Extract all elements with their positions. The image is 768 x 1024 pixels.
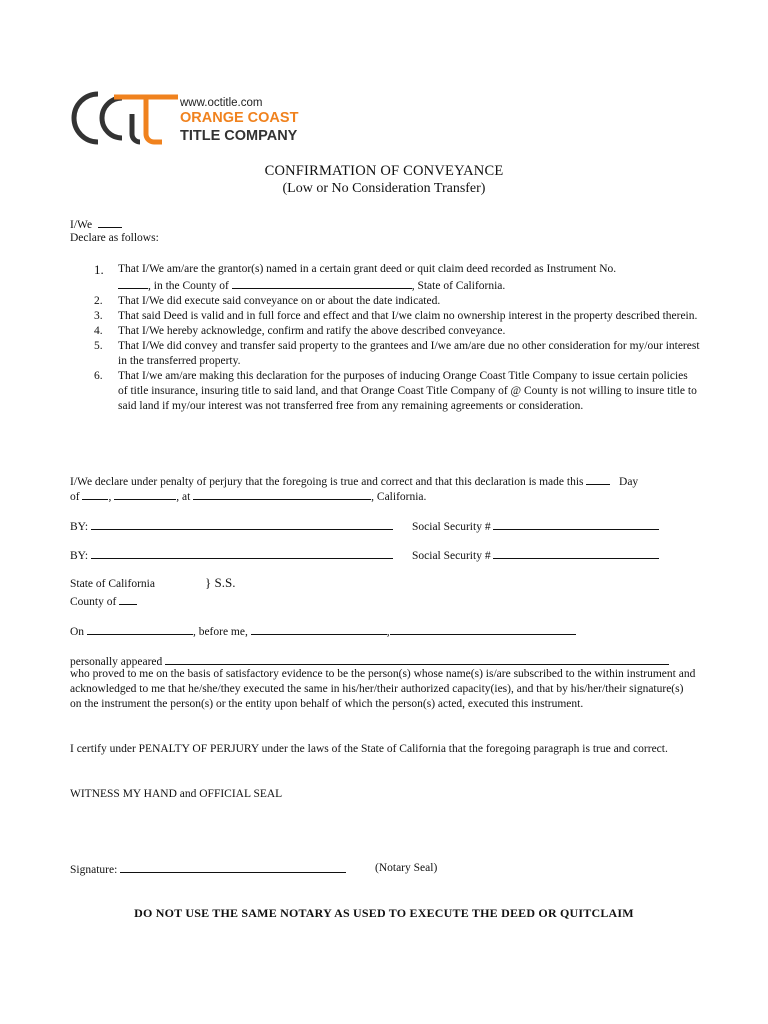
signature-label: Signature: xyxy=(70,864,118,876)
signer-row-1 xyxy=(70,518,393,535)
on-label: On xyxy=(70,626,85,638)
month-field[interactable] xyxy=(82,488,108,500)
before-me-label: , before me, xyxy=(192,626,248,638)
ss-label: } S.S. xyxy=(205,575,236,590)
on-line xyxy=(70,623,576,640)
personally-appeared-label: personally appeared xyxy=(70,656,163,668)
declaration-line2: of , , at , California. xyxy=(70,488,426,505)
list-item xyxy=(90,262,700,294)
at-label: , at xyxy=(176,491,191,503)
company-name-line2: TITLE COMPANY xyxy=(180,128,298,144)
item-number: 3. xyxy=(94,310,103,322)
item-number: 1. xyxy=(94,262,104,277)
item-text: That said Deed is valid and in full force and effect and that I/we claim no ownership interest in the property described therein. xyxy=(118,310,698,322)
county-line xyxy=(70,593,137,610)
state-label: State of California xyxy=(70,578,155,590)
company-url: www.octitle.com xyxy=(180,97,263,109)
comma-label: , xyxy=(386,626,390,638)
appeared-names-field[interactable] xyxy=(165,653,669,665)
document-subtitle: (Low or No Consideration Transfer) xyxy=(282,181,486,196)
notary-signature-field[interactable] xyxy=(120,861,346,873)
witness-label: WITNESS MY HAND and OFFICIAL SEAL xyxy=(70,788,283,800)
item-text: That I/We hereby acknowledge, confirm and ratify the above described conveyance. xyxy=(118,325,506,337)
instrument-number-field[interactable] xyxy=(118,277,148,289)
item-number: 2. xyxy=(94,295,103,307)
day-label: Day xyxy=(619,476,639,488)
item-text-county: , in the County of xyxy=(148,280,229,292)
company-name-line1: ORANGE COAST xyxy=(180,110,299,126)
proof-paragraph: who proved to me on the basis of satisfactory evidence to be the person(s) whose name(s) is/are subscribed to the within instrument and acknowledged to me that he/she/they executed the same in his/her/their authorized capacity(ies), and that by his/her/their signature(s) on the instrument the person(s) or the entity upon behalf of which the person(s) acted, executed this instrument. xyxy=(70,668,696,710)
notary-seal-label: (Notary Seal) xyxy=(375,862,438,874)
city-field[interactable] xyxy=(193,488,371,500)
signer1-signature-field[interactable] xyxy=(91,518,393,530)
iwe-label: I/We xyxy=(70,219,93,231)
oct-monogram-icon xyxy=(70,88,180,148)
notary-county-field[interactable] xyxy=(119,593,137,605)
list-item xyxy=(90,324,700,339)
document-title: CONFIRMATION OF CONVEYANCE xyxy=(264,163,504,179)
notary-title-field[interactable] xyxy=(390,623,576,635)
california-label: , California. xyxy=(371,491,427,503)
item-text: That I/we am/are making this declaration for the purposes of inducing Orange Coast Title Company to issue certain policies of title insurance, insuring title to said land, and that Orange Coast Title Company of @ County is not willing to insure title to said land if my/our interest was not transferred free from any remaining agreements or consideration. xyxy=(118,370,697,412)
notary-date-field[interactable] xyxy=(87,623,193,635)
notary-warning: DO NOT USE THE SAME NOTARY AS USED TO EXECUTE THE DEED OR QUITCLAIM xyxy=(134,906,634,920)
county-label: County of xyxy=(70,596,117,608)
item-number: 4. xyxy=(94,325,103,337)
list-item xyxy=(90,339,700,369)
signer2-ssn-field[interactable] xyxy=(493,547,659,559)
item-number: 5. xyxy=(94,340,103,352)
iwe-name-field[interactable] xyxy=(98,216,122,228)
ssn-label: Social Security # xyxy=(412,550,491,562)
signer2-signature-field[interactable] xyxy=(91,547,393,559)
signer1-ssn-field[interactable] xyxy=(493,518,659,530)
declaration-text: I/We declare under penalty of perjury that the foregoing is true and correct and that this declaration is made this xyxy=(70,476,584,488)
list-item xyxy=(90,369,700,414)
list-item xyxy=(90,294,700,309)
item-text: That I/We did convey and transfer said property to the grantees and I/we am/are due no other consideration for my/our interest in the transferred property. xyxy=(118,340,700,367)
declare-label: Declare as follows: xyxy=(70,232,159,244)
item-text: That I/We am/are the grantor(s) named in a certain grant deed or quit claim deed recorded as Instrument No. xyxy=(118,263,617,275)
certify-paragraph: I certify under PENALTY OF PERJURY under the laws of the State of California that the foregoing paragraph is true and correct. xyxy=(70,743,668,755)
year-field[interactable] xyxy=(114,488,176,500)
company-logo xyxy=(70,88,299,148)
by-label: BY: xyxy=(70,550,89,562)
declaration-date-field[interactable] xyxy=(586,473,610,485)
item-text-state: , State of California. xyxy=(411,280,506,292)
list-item xyxy=(90,309,700,324)
signature-line xyxy=(70,861,346,878)
signer-row-2 xyxy=(70,547,393,564)
ssn-row-1 xyxy=(412,518,659,535)
item-text: That I/We did execute said conveyance on or about the date indicated. xyxy=(118,295,441,307)
item-number: 6. xyxy=(94,370,103,382)
declaration-items xyxy=(90,262,700,414)
by-label: BY: xyxy=(70,521,89,533)
ssn-label: Social Security # xyxy=(412,521,491,533)
ssn-row-2 xyxy=(412,547,659,564)
of-label: of xyxy=(70,491,80,503)
county-field[interactable] xyxy=(232,277,412,289)
notary-name-field[interactable] xyxy=(251,623,387,635)
